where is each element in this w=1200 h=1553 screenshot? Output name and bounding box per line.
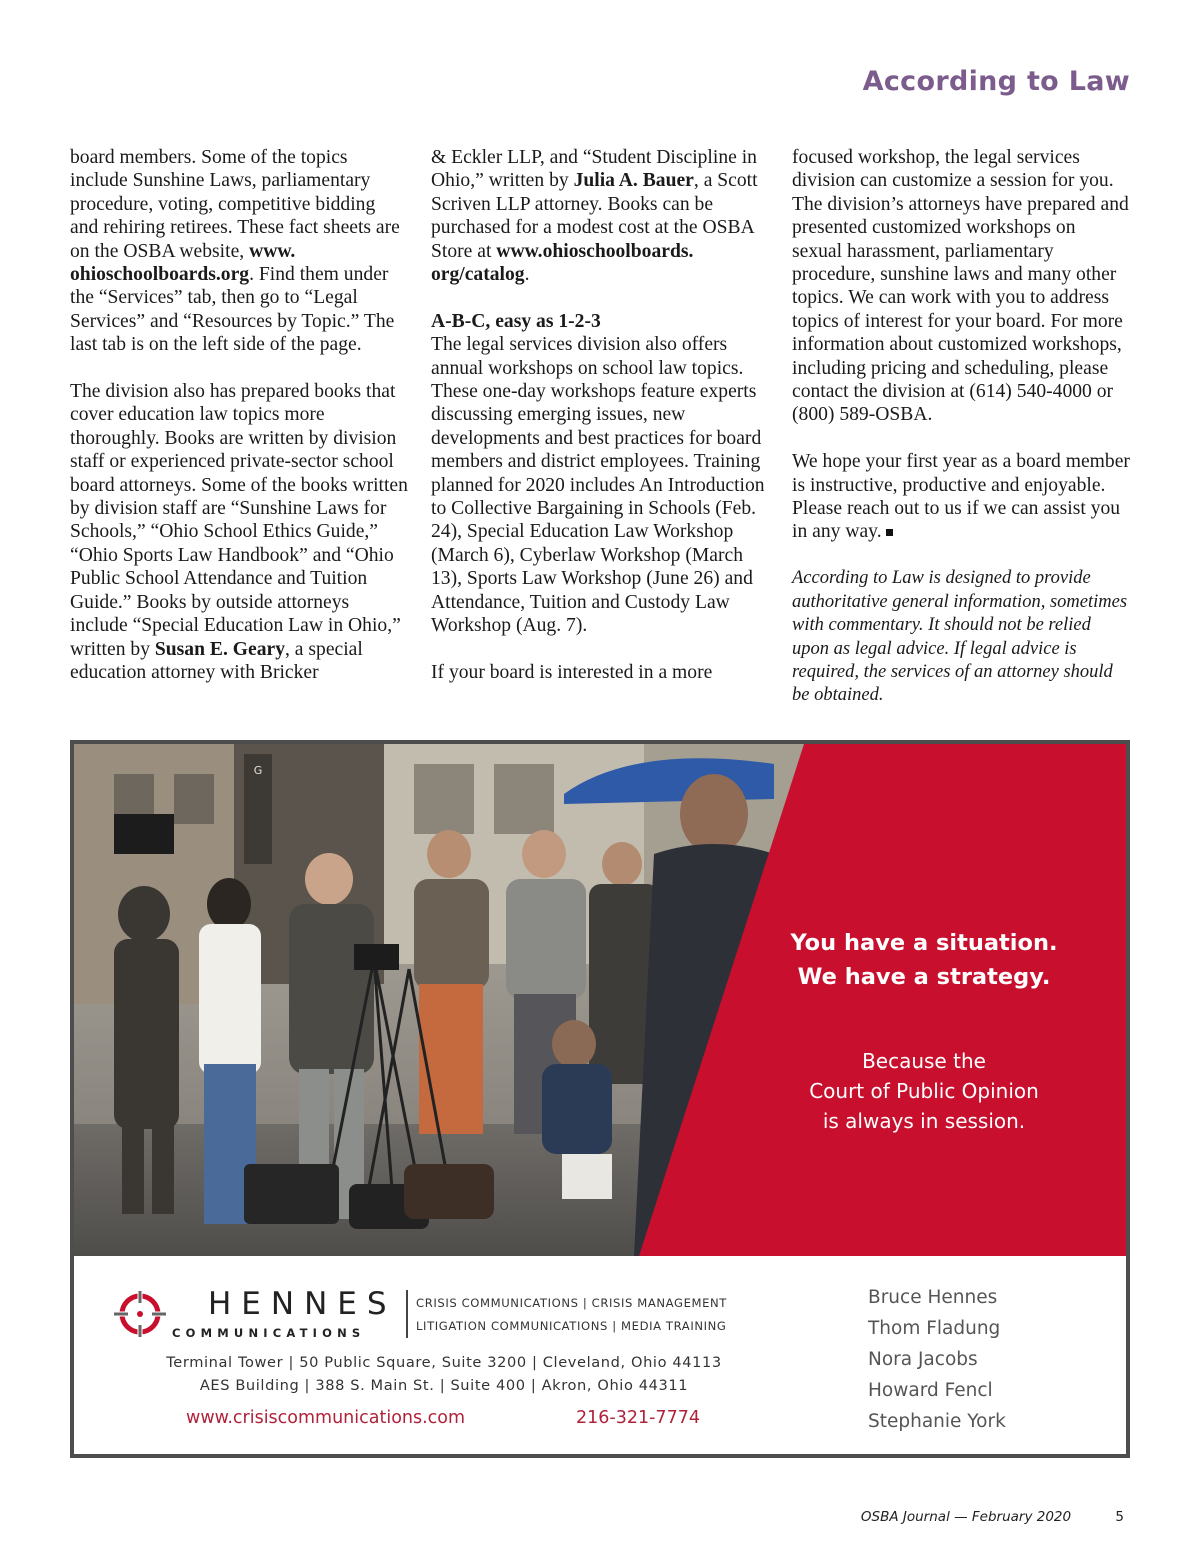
staff-list: [868, 1282, 1006, 1437]
paragraph: If your board is interested in a more: [431, 661, 713, 683]
text-run: & Eckler LLP, and “Student Discipline in Ohio,” written by: [431, 147, 757, 192]
phone-number[interactable]: 216-321-7774: [576, 1408, 700, 1428]
headline-line: We have a strategy.: [797, 964, 1051, 990]
paragraph: [70, 380, 408, 684]
address-line: AES Building | 388 S. Main St. | Suite 400 | Akron, Ohio 44311: [199, 1377, 689, 1394]
press-conference-photo: [74, 744, 1126, 1256]
staff-name: Stephanie York: [868, 1411, 1006, 1432]
text-run: The division also has prepared books that cover education law topics more thoroughly. Books are written by division staff or experienced private-sector school board attorneys. Some of the books written by division staff are “Sunshine Laws for Schools,” “Ohio School Ethics Guide,” “Ohio Sports Law Handbook” and “Ohio Public School Attendance and Tuition Guide.” Books by outside attorneys include “Special Education Law in Ohio,” written by: [70, 381, 408, 660]
paragraph: focused workshop, the legal services division can customize a session for you. The division’s attorneys have prepared and presented customized workshops on sexual harassment, parliamentary procedure, sunshine laws and many other topics. We can work with you to address topics of interest for your board. For more information about customized workshops, including pricing and scheduling, please contact the division at (614) 540-4000 or (800) 589-OSBA.: [792, 147, 1129, 426]
catalog-link[interactable]: www.ohioschoolboards. org/catalog: [431, 240, 694, 286]
text-run: .: [524, 264, 530, 286]
running-head: According to Law: [862, 66, 1130, 97]
paragraph: [792, 450, 1130, 544]
website-link[interactable]: www. ohioschoolboards.org: [70, 240, 296, 286]
text-run: . Find them under the “Services” tab, then go to “Legal Services” and “Resources by Topic.” The last tab is on the left side of the page.: [70, 264, 395, 356]
subheadline-line: is always in session.: [822, 1109, 1026, 1133]
author-name: Susan E. Geary: [154, 638, 285, 660]
article-column-2: [431, 146, 769, 708]
services-line: CRISIS COMMUNICATIONS | CRISIS MANAGEMENT: [416, 1296, 727, 1310]
services-line: LITIGATION COMMUNICATIONS | MEDIA TRAINING: [416, 1319, 727, 1333]
paragraph: [431, 146, 769, 286]
article-columns: [70, 146, 1130, 716]
article-column-1: [70, 146, 408, 708]
staff-name: Thom Fladung: [868, 1318, 1001, 1339]
subheadline-line: Court of Public Opinion: [809, 1079, 1039, 1103]
section-heading: A-B-C, easy as 1-2-3: [431, 310, 601, 332]
red-panel-shape: [639, 744, 1126, 1256]
red-panel: [74, 744, 1126, 1256]
target-logo-icon: [114, 1286, 170, 1342]
page-number: 5: [1115, 1509, 1124, 1525]
ad-headline: [754, 926, 1094, 994]
website-link[interactable]: www.crisiscommunications.com: [186, 1408, 466, 1428]
ad-subheadline: [754, 1046, 1094, 1136]
journal-title: OSBA Journal — February 2020: [860, 1509, 1072, 1525]
article-column-3: [792, 146, 1130, 731]
office-addresses: [114, 1351, 774, 1397]
disclaimer: According to Law is designed to provide authoritative general information, sometimes with commentary. It should not be relied upon as legal advice. If legal advice is required, the services of an attorney should be obtained.: [792, 568, 1128, 706]
logo-divider: [406, 1290, 408, 1338]
paragraph: [70, 146, 408, 357]
services-list: [416, 1292, 727, 1338]
end-mark-icon: [886, 529, 893, 536]
paragraph: The legal services division also offers annual workshops on school law topics. These one-day workshops feature experts discussing emerging issues, new developments and best practices for board members and district employees. Training planned for 2020 includes An Introduction to Collective Bargaining in Schools (Feb. 24), Special Education Law Workshop (March 6), Cyberlaw Workshop (March 13), Sports Law Workshop (June 26) and Attendance, Tuition and Custody Law Workshop (Aug. 7).: [431, 334, 765, 637]
headline-line: You have a situation.: [790, 930, 1058, 956]
address-line: Terminal Tower | 50 Public Square, Suite 3200 | Cleveland, Ohio 44113: [166, 1354, 722, 1371]
logo-name: HENNES: [208, 1286, 397, 1322]
staff-name: Howard Fencl: [868, 1380, 993, 1401]
contact-info: [186, 1408, 700, 1428]
staff-name: Bruce Hennes: [868, 1287, 998, 1308]
text-run: , a Scott Scriven LLP attorney. Books can be purchased for a modest cost at the OSBA Store at: [431, 170, 758, 262]
photo-sign-text: G: [253, 764, 263, 777]
hennes-logo: [114, 1286, 754, 1346]
text-run: , a special education attorney with Bricker: [70, 638, 363, 683]
staff-name: Nora Jacobs: [868, 1349, 978, 1370]
author-name: Julia A. Bauer: [573, 170, 694, 192]
hennes-advertisement: [70, 740, 1130, 1458]
text-run: We hope your first year as a board member is instructive, productive and enjoyable. Please reach out to us if we can assist you in any way.: [792, 451, 1130, 543]
text-run: board members. Some of the topics include Sunshine Laws, parliamentary procedure, voting, competitive bidding and rehiring retirees. These fact sheets are on the OSBA website,: [70, 147, 400, 262]
subheadline-line: Because the: [862, 1049, 986, 1073]
logo-subtitle: COMMUNICATIONS: [172, 1326, 366, 1340]
page-footer: [861, 1509, 1124, 1525]
